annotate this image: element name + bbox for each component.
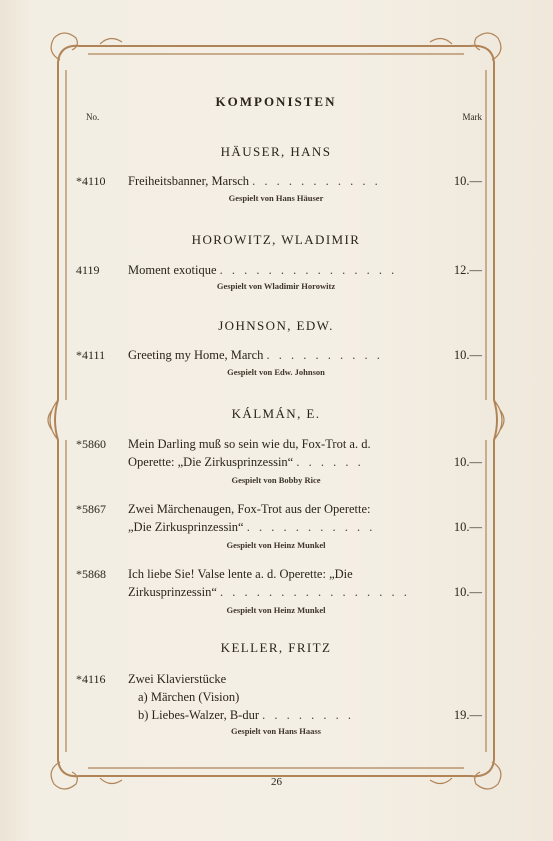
record-title: Mein Darling muß so sein wie du, Fox-Trot a. d. (128, 437, 371, 451)
record-number: *5860 (76, 437, 106, 451)
record-title: Freiheitsbanner, Marsch . . . . . . . . . . . (128, 174, 381, 188)
performer-credit: Gespielt von Heinz Munkel (226, 540, 326, 550)
record-title: Zwei Klavierstücke (128, 672, 227, 686)
column-header-number: No. (86, 112, 100, 122)
column-header-price: Mark (462, 112, 482, 122)
record-number: *4110 (76, 174, 106, 188)
composer-heading: HOROWITZ, WLADIMIR (191, 232, 361, 247)
record-number: *5867 (76, 502, 106, 516)
composer-heading: KELLER, FRITZ (220, 640, 332, 655)
performer-credit: Gespielt von Hans Häuser (228, 193, 324, 203)
performer-credit: Gespielt von Hans Haass (231, 726, 321, 736)
record-subtitle: a) Märchen (Vision) (138, 690, 240, 704)
record-price: 10.— (453, 455, 482, 469)
record-number: *4111 (76, 348, 106, 362)
composer-heading: HÄUSER, HANS (220, 144, 332, 159)
record-price: 10.— (453, 348, 482, 362)
performer-credit: Gespielt von Bobby Rice (231, 475, 321, 485)
record-title: Greeting my Home, March . . . . . . . . . . (128, 348, 383, 362)
page-title: KOMPONISTEN (215, 94, 337, 109)
record-number: *4116 (76, 672, 106, 686)
record-price: 12.— (453, 263, 482, 277)
page-number: 26 (271, 776, 282, 788)
performer-credit: Gespielt von Heinz Munkel (226, 605, 326, 615)
performer-credit: Gespielt von Wladimir Horowitz (216, 281, 336, 291)
performer-credit: Gespielt von Edw. Johnson (227, 367, 325, 377)
record-number: 4119 (76, 263, 100, 277)
record-title-continued: Operette: „Die Zirkusprinzessin“ . . . . . . (128, 455, 364, 469)
record-title: Zwei Märchenaugen, Fox-Trot aus der Operette: (128, 502, 371, 516)
record-price: 19.— (453, 708, 482, 722)
record-title: Moment exotique . . . . . . . . . . . . . . . (128, 263, 398, 277)
record-title-continued: Zirkusprinzessin“ . . . . . . . . . . . . . . . . (128, 585, 410, 599)
record-subtitle: b) Liebes-Walzer, B-dur . . . . . . . . (138, 708, 355, 722)
record-price: 10.— (453, 585, 482, 599)
record-price: 10.— (453, 520, 482, 534)
record-number: *5868 (76, 567, 106, 581)
composer-heading: KÁLMÁN, E. (231, 406, 321, 421)
record-title: Ich liebe Sie! Valse lente a. d. Operette: „Die (128, 567, 353, 581)
composer-heading: JOHNSON, EDW. (218, 318, 334, 333)
record-price: 10.— (453, 174, 482, 188)
record-title-continued: „Die Zirkusprinzessin“ . . . . . . . . . . . (128, 520, 376, 534)
